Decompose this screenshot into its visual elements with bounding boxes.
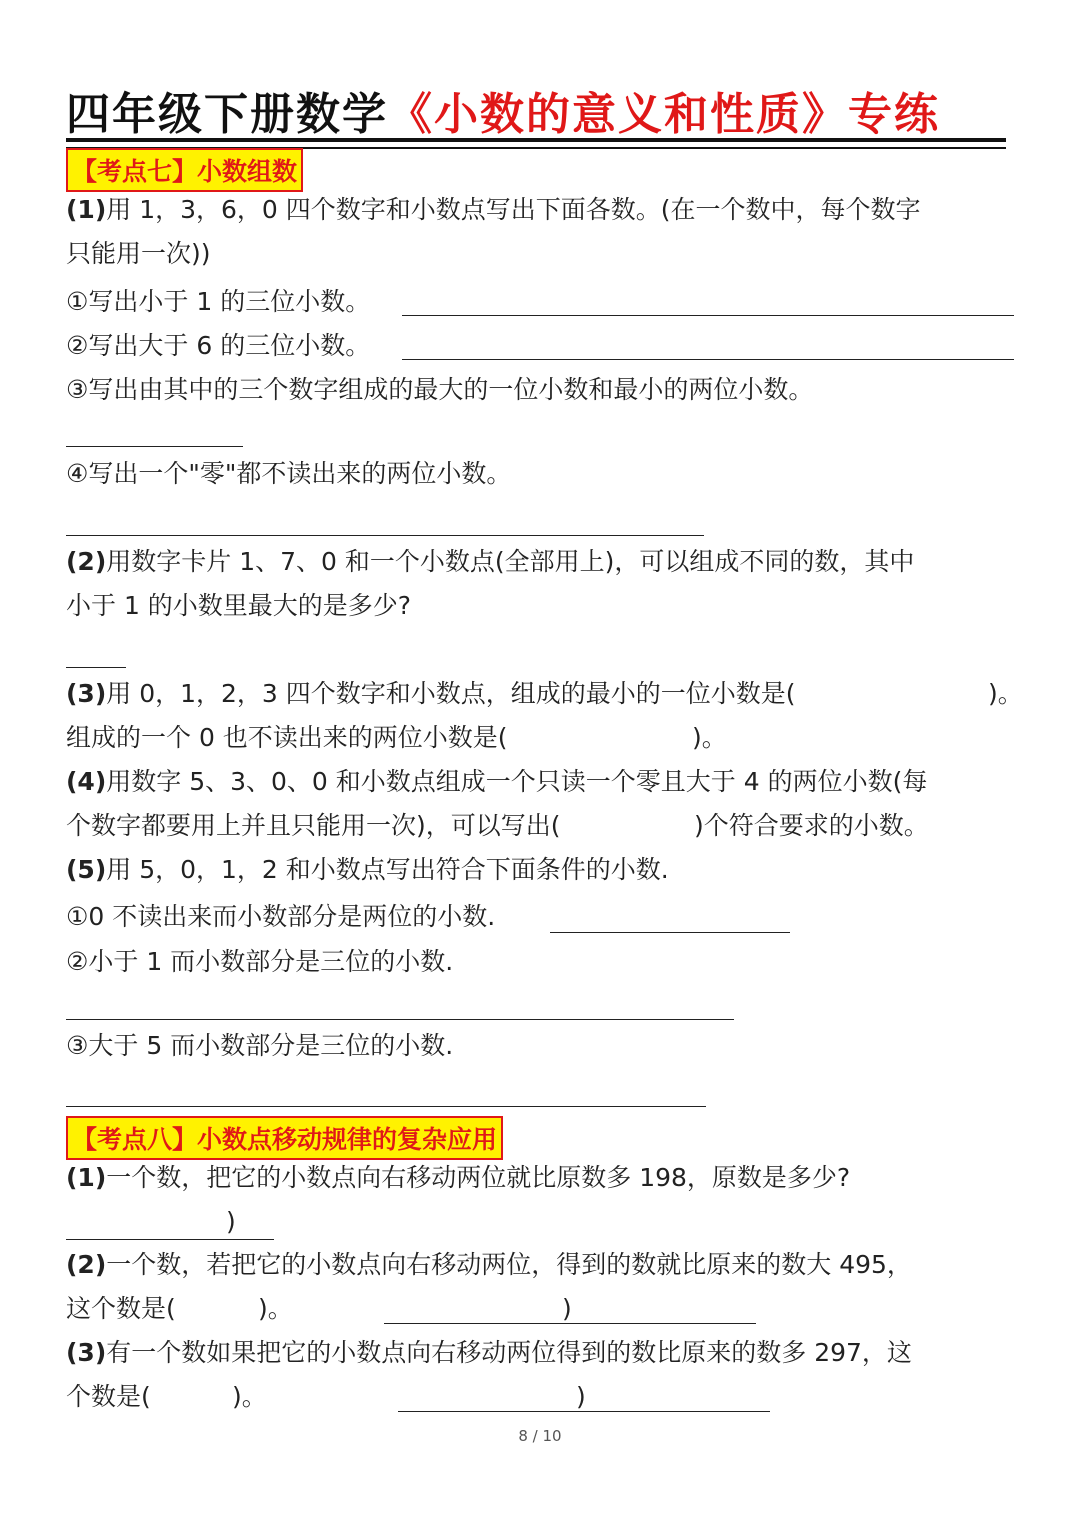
s8-q3-line1 [66,1337,912,1369]
s8-q1-close: ) [226,1207,236,1236]
s8-q1-text1: 一个数，把它的小数点向右移动两位就比原数多 198，原数是多少? [106,1163,851,1192]
s7-q3-line1 [66,678,796,710]
s7-q5-sub3-answer[interactable] [66,1106,706,1107]
s7-q4-line1 [66,766,927,798]
s7-q5-sub3: ③大于 5 而小数部分是三位的小数. [66,1031,454,1060]
s7-q5-sub1-answer[interactable] [550,932,790,933]
s8-q2-close: ) [562,1294,572,1323]
s7-q4-close: )个符合要求的小数。 [694,811,929,840]
s7-q3-line2: 组成的一个 0 也不读出来的两位小数是( [66,723,508,752]
s7-q1-sub3-answer[interactable] [66,446,243,447]
s8-q3-line2: 个数是( [66,1382,151,1411]
s8-q1-answer[interactable] [66,1239,274,1240]
s7-q2-text1: 用数字卡片 1、7、0 和一个小数点(全部用上)，可以组成不同的数，其中 [106,547,915,576]
s7-q3-close2: )。 [692,723,727,752]
s7-q5-sub2: ②小于 1 而小数部分是三位的小数. [66,947,454,976]
s7-q1-sub2-answer[interactable] [402,359,1014,360]
s7-q3-close1: )。 [988,679,1023,708]
section8-badge: 【考点八】小数点移动规律的复杂应用 [66,1116,503,1160]
s7-q1-sub1: ①写出小于 1 的三位小数。 [66,287,371,316]
s8-q3-text1: 有一个数如果把它的小数点向右移动两位得到的数比原来的数多 297，这 [106,1338,912,1367]
s7-q1-line2: 只能用一次)) [66,239,211,268]
s7-q1-sub4-answer[interactable] [66,535,704,536]
s7-q1-num: (1) [66,195,107,224]
page-number: 8 / 10 [518,1427,562,1445]
s7-q5-sub2-answer[interactable] [66,1019,734,1020]
s7-q1-sub2: ②写出大于 6 的三位小数。 [66,331,371,360]
s7-q4-line2: 个数字都要用上并且只能用一次)，可以写出( [66,811,561,840]
s7-q5-sub1: ①0 不读出来而小数部分是两位的小数. [66,902,496,931]
title-topic: 《小数的意义和性质》专练 [388,89,940,140]
s7-q5-text1: 用 5，0，1，2 和小数点写出符合下面条件的小数. [106,855,669,884]
s8-q1-num: (1) [66,1163,107,1192]
s7-q4-num: (4) [66,767,107,796]
s8-q2-line1 [66,1249,912,1281]
s7-q2-answer[interactable] [66,667,126,668]
s7-q1-sub4: ④写出一个"零"都不读出来的两位小数。 [66,459,512,488]
s7-q2-line1 [66,546,914,578]
s7-q3-num: (3) [66,679,107,708]
s8-q2-num: (2) [66,1250,107,1279]
s8-q2-line2: 这个数是( [66,1294,176,1323]
s8-q1-line1 [66,1162,850,1194]
s8-q3-num: (3) [66,1338,107,1367]
s8-q3-close: ) [576,1382,586,1411]
s7-q4-text1: 用数字 5、3、0、0 和小数点组成一个只读一个零且大于 4 的两位小数(每 [106,767,928,796]
s7-q1-line1 [66,194,921,226]
s7-q1-sub1-answer[interactable] [402,315,1014,316]
s7-q5-num: (5) [66,855,107,884]
s7-q3-text1a: 用 0，1，2，3 四个数字和小数点，组成的最小的一位小数是( [106,679,796,708]
s7-q1-text1: 用 1，3，6，0 四个数字和小数点写出下面各数。(在一个数中，每个数字 [106,195,921,224]
s7-q2-num: (2) [66,547,107,576]
section7-badge: 【考点七】小数组数 [66,148,303,192]
s8-q2-text1: 一个数，若把它的小数点向右移动两位，得到的数就比原来的数大 495， [106,1250,912,1279]
s8-q2-paren-close: )。 [258,1294,293,1323]
title-grade: 四年级下册数学 [66,89,388,140]
s8-q3-paren-close: )。 [232,1382,267,1411]
page-title [66,78,1006,142]
s7-q5-line1 [66,854,669,886]
s7-q2-line2: 小于 1 的小数里最大的是多少? [66,591,412,620]
s7-q1-sub3: ③写出由其中的三个数字组成的最大的一位小数和最小的两位小数。 [66,375,814,404]
